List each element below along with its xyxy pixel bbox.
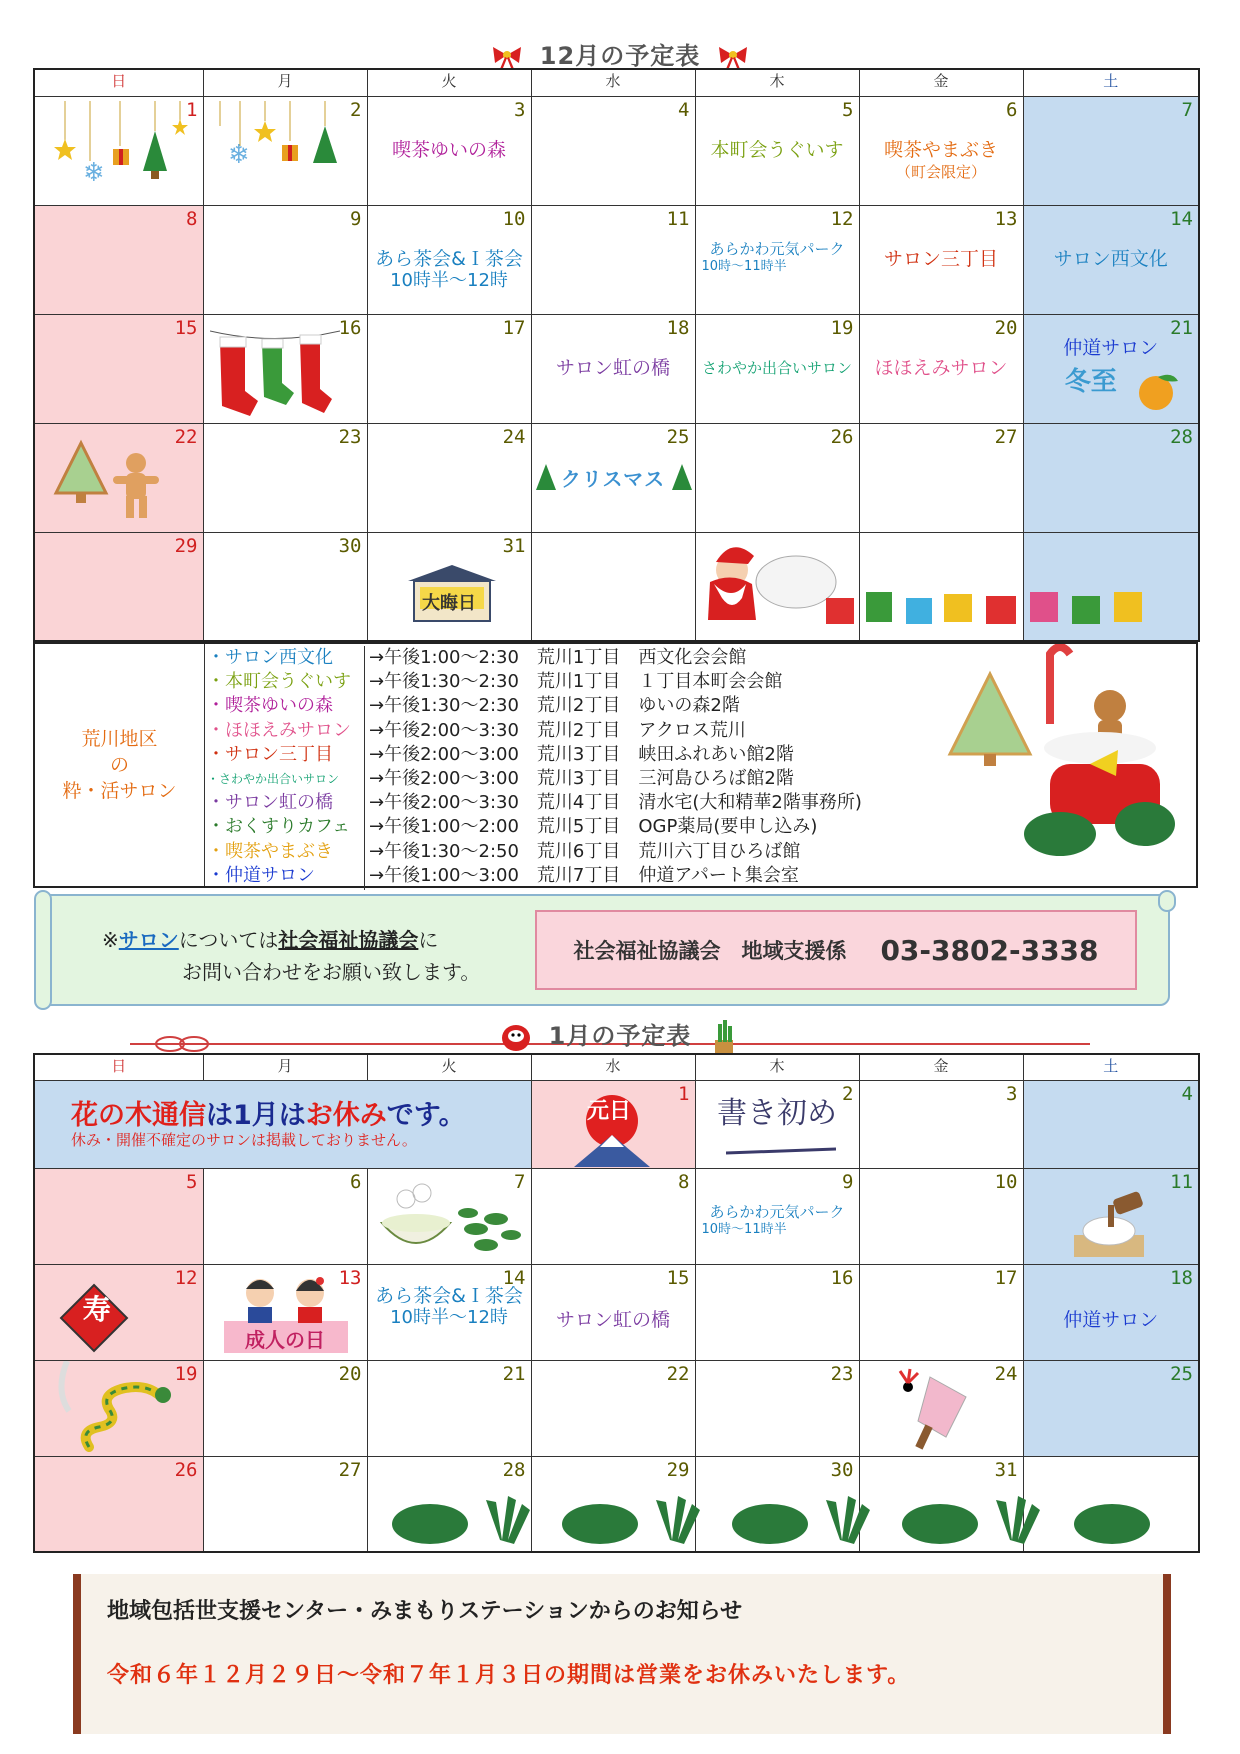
event-label	[368, 1285, 531, 1329]
yuzu-citrus-icon	[1136, 371, 1180, 411]
nanakusa-porridge-icon	[376, 1179, 526, 1263]
salon-name: ・サロン西文化	[207, 647, 333, 668]
event-subtitle: 10時半～12時	[390, 1306, 508, 1328]
event-subtitle: 10時～11時半	[701, 1221, 787, 1237]
salon-detail: →午後2:00～3:30 荒川4丁目 清水宅(大和精華2階事務所)	[369, 792, 862, 814]
day-number: 12	[830, 207, 854, 230]
day-cell	[203, 96, 367, 205]
hanaki-notice	[35, 1081, 531, 1168]
day-number: 8	[186, 207, 198, 230]
december-title	[0, 36, 1240, 71]
ribbon-bow-icon	[716, 45, 750, 69]
hagoita-paddle-icon	[890, 1367, 980, 1453]
weekday-fri: 金	[859, 69, 1023, 96]
salon-name: ・サロン虹の橋	[207, 792, 333, 814]
notice-text	[102, 924, 480, 988]
hanaki-small-note: 休み・開催不確定のサロンは掲載しておりません。	[71, 1130, 417, 1149]
day-number: 25	[1170, 1362, 1193, 1385]
salon-detail: →午後1:00～2:00 荒川5丁目 OGP薬局(要申し込み)	[369, 816, 818, 838]
day-number: 15	[174, 316, 198, 339]
salon-heading-line2: の	[109, 754, 129, 776]
event-title: あらかわ元気パーク	[709, 1202, 845, 1221]
notice-mid1: については	[178, 928, 279, 952]
day-cell	[34, 1456, 203, 1552]
salon-name: ・喫茶ゆいの森	[207, 695, 333, 717]
salon-detail: →午後2:00～3:00 荒川3丁目 三河島ひろば館2階	[369, 767, 794, 789]
salon-name: ・仲道サロン	[207, 864, 315, 886]
day-cell	[203, 423, 367, 532]
day-number: 5	[186, 1170, 198, 1193]
weekday-tue: 火	[367, 69, 531, 96]
salon-name: ・本町会うぐいす	[207, 671, 351, 693]
kakizome-label: 書き初め	[717, 1095, 837, 1131]
day-cell	[34, 314, 203, 423]
hanaki-part2: は1月は	[206, 1099, 306, 1131]
weekday-mon: 月	[203, 1054, 367, 1080]
day-cell	[203, 532, 367, 641]
day-cell	[367, 423, 531, 532]
day-number: 2	[350, 98, 362, 121]
event-title: あら茶会&Ｉ茶会	[375, 1284, 523, 1307]
day-number: 3	[514, 98, 526, 121]
day-cell	[203, 1456, 367, 1552]
event-label: 仲道サロン	[1063, 1308, 1159, 1331]
salon-contact-notice	[40, 894, 1170, 1006]
day-cell	[695, 1168, 859, 1264]
day-number: 28	[502, 1458, 526, 1481]
day-number: 21	[502, 1362, 526, 1385]
day-cell	[34, 423, 203, 532]
december-title-text: 12月の予定表	[539, 42, 701, 70]
day-cell	[203, 205, 367, 314]
day-cell	[859, 1360, 1023, 1456]
day-number: 3	[1006, 1082, 1018, 1105]
day-number: 7	[1181, 98, 1193, 121]
day-number: 9	[350, 207, 362, 230]
notice-mark: ※	[102, 928, 119, 952]
day-cell	[859, 1168, 1023, 1264]
weekday-wed: 水	[531, 69, 695, 96]
event-label: 仲道サロン	[1063, 336, 1159, 359]
salon-list-box	[33, 642, 1198, 888]
svg-text:❄: ❄	[83, 157, 105, 188]
event-label	[696, 1203, 859, 1239]
event-label: サロン西文化	[1053, 247, 1168, 270]
january-title	[0, 1016, 1240, 1054]
christmas-ornaments-icon	[210, 98, 362, 201]
event-label: さわやか出合いサロン	[701, 358, 852, 377]
salon-name: ・サロン三丁目	[207, 743, 333, 765]
notice-mid2: に	[418, 928, 439, 952]
day-number: 1	[186, 98, 198, 121]
day-cell	[367, 532, 531, 641]
day-number: 19	[174, 1362, 198, 1385]
weekday-thu: 木	[695, 69, 859, 96]
day-number: 7	[514, 1170, 526, 1193]
center-closure-notice	[73, 1574, 1171, 1734]
day-cell	[1023, 1080, 1199, 1168]
day-number: 4	[1181, 1082, 1193, 1105]
day-cell	[695, 1264, 859, 1360]
scroll-edge-left	[34, 890, 52, 1010]
day-number: 21	[1170, 316, 1193, 339]
day-number: 28	[1170, 425, 1193, 448]
day-number: 27	[338, 1458, 362, 1481]
new-years-day-label: 元日	[586, 1098, 631, 1124]
contact-phone[interactable]: 03-3802-3338	[880, 933, 1099, 967]
weekday-thu: 木	[695, 1054, 859, 1080]
svg-text:❄: ❄	[227, 139, 250, 170]
day-number: 10	[994, 1170, 1018, 1193]
christmas-cookie-icon	[51, 438, 171, 528]
hanaki-part1: 花の木通信	[71, 1099, 206, 1131]
day-cell	[367, 1360, 531, 1456]
day-number: 10	[502, 207, 526, 230]
day-number: 23	[338, 425, 362, 448]
day-number: 27	[994, 425, 1018, 448]
day-cell	[859, 205, 1023, 314]
salon-heading-line1: 荒川地区	[81, 728, 158, 750]
salon-name: ・喫茶やまぶき	[207, 840, 333, 862]
weekday-tue: 火	[367, 1054, 531, 1080]
event-label: サロン三丁目	[883, 247, 998, 270]
weekday-mon: 月	[203, 69, 367, 96]
day-cell	[367, 1264, 531, 1360]
day-number: 13	[994, 207, 1018, 230]
notice-line2: お問い合わせをお願い致します。	[182, 960, 481, 984]
day-number: 25	[666, 425, 690, 448]
day-cell	[531, 1360, 695, 1456]
day-cell	[695, 1360, 859, 1456]
day-number: 29	[666, 1458, 690, 1481]
salon-detail: →午後1:30～2:30 荒川2丁目 ゆいの森2階	[369, 695, 740, 717]
day-cell	[531, 532, 695, 641]
january-title-text: 1月の予定表	[548, 1022, 692, 1050]
day-cell	[34, 1264, 203, 1360]
event-subtitle: 10時～11時半	[701, 258, 787, 274]
pine-bamboo-decoration	[390, 1490, 1160, 1550]
day-number: 31	[502, 534, 526, 557]
day-cell	[34, 1360, 203, 1456]
day-number: 9	[842, 1170, 854, 1193]
notice-closure-text: 令和６年１２月２９日～令和７年１月３日の期間は営業をお休みいたします。	[107, 1663, 911, 1688]
day-cell	[34, 532, 203, 641]
day-number: 11	[666, 207, 690, 230]
day-cell	[531, 1264, 695, 1360]
event-label: サロン虹の橋	[555, 356, 670, 379]
day-cell	[367, 1168, 531, 1264]
day-cell	[367, 314, 531, 423]
winter-solstice-label: 冬至	[1064, 366, 1117, 397]
hanaki-headline	[71, 1093, 466, 1132]
day-number: 2	[842, 1082, 854, 1105]
salon-name: ・おくすりカフェ	[207, 816, 351, 838]
hanaki-part3: お休み	[305, 1099, 387, 1131]
day-cell	[531, 96, 695, 205]
contact-org: 社会福祉協議会 地域支援係	[573, 939, 847, 963]
day-cell	[1023, 1360, 1199, 1456]
day-cell	[531, 205, 695, 314]
daruma-icon	[499, 1022, 533, 1052]
event-label: 喫茶ゆいの森	[391, 138, 506, 161]
event-label	[860, 139, 1023, 183]
kadomatsu-icon	[707, 1020, 741, 1054]
day-number: 14	[502, 1266, 526, 1289]
weekday-sat: 土	[1023, 1054, 1199, 1080]
day-number: 31	[994, 1458, 1018, 1481]
day-cell	[203, 314, 367, 423]
day-number: 26	[174, 1458, 198, 1481]
event-label	[696, 240, 859, 276]
day-cell	[367, 96, 531, 205]
salon-detail: →午後2:00～3:00 荒川3丁目 峡田ふれあい館2階	[369, 743, 794, 765]
day-number: 17	[994, 1266, 1018, 1289]
event-subtitle: 10時半～12時	[390, 269, 508, 291]
day-number: 6	[350, 1170, 362, 1193]
day-cell	[695, 1080, 859, 1168]
day-cell	[531, 1168, 695, 1264]
day-number: 30	[338, 534, 362, 557]
day-number: 5	[842, 98, 854, 121]
salon-detail: →午後1:30～2:50 荒川6丁目 荒川六丁目ひろば館	[369, 840, 801, 862]
day-cell	[695, 96, 859, 205]
day-cell	[367, 205, 531, 314]
weekday-fri: 金	[859, 1054, 1023, 1080]
day-number: 16	[830, 1266, 854, 1289]
council-link[interactable]: 社会福祉協議会	[278, 928, 419, 952]
day-number: 24	[502, 425, 526, 448]
day-cell	[1023, 1168, 1199, 1264]
day-cell	[695, 423, 859, 532]
day-cell	[859, 96, 1023, 205]
mochi-pounding-icon	[1054, 1191, 1154, 1261]
weekday-sat: 土	[1023, 69, 1199, 96]
day-number: 4	[678, 98, 690, 121]
day-cell	[531, 423, 695, 532]
salon-heading	[35, 644, 205, 886]
salon-name: ・ほほえみサロン	[207, 719, 351, 741]
day-number: 15	[666, 1266, 690, 1289]
event-label: ほほえみサロン	[874, 356, 1008, 379]
event-label	[368, 248, 531, 292]
day-number: 6	[1006, 98, 1018, 121]
day-cell	[203, 1360, 367, 1456]
weekday-sun: 日	[34, 1054, 203, 1080]
santa-presents-icon	[696, 542, 1176, 642]
day-number: 11	[1170, 1170, 1193, 1193]
day-cell	[1023, 205, 1199, 314]
new-years-eve-label: 大晦日	[422, 592, 476, 614]
day-number: 23	[830, 1362, 854, 1385]
day-cell	[203, 1168, 367, 1264]
day-cell	[859, 314, 1023, 423]
event-subtitle: （町会限定）	[895, 162, 986, 181]
january-calendar	[33, 1053, 1200, 1553]
event-title: あら茶会&Ｉ茶会	[375, 247, 523, 270]
christmas-label: クリスマス	[560, 466, 666, 491]
day-cell	[531, 1080, 695, 1168]
tree-icon	[672, 464, 692, 494]
day-number: 17	[502, 316, 526, 339]
day-number: 18	[666, 316, 690, 339]
day-cell	[34, 96, 203, 205]
day-cell	[1023, 96, 1199, 205]
day-number: 14	[1170, 207, 1193, 230]
christmas-stockings-icon	[210, 321, 340, 421]
day-cell	[859, 423, 1023, 532]
event-label: 本町会うぐいす	[710, 138, 844, 161]
coming-of-age-label: 成人の日	[245, 1327, 325, 1352]
ribbon-bow-icon	[490, 45, 524, 69]
event-title: あらかわ元気パーク	[709, 239, 845, 258]
weekday-sun: 日	[34, 69, 203, 96]
salon-name: ・さわやか出合いサロン	[207, 771, 340, 786]
scroll-edge-right	[1158, 890, 1176, 912]
day-number: 12	[174, 1266, 198, 1289]
brush-stroke-icon	[726, 1147, 836, 1157]
hanaki-notice-cell	[34, 1080, 531, 1168]
gingerbread-stocking-icon	[940, 644, 1195, 864]
salon-detail: →午後1:30～2:30 荒川1丁目 １丁目本町会会館	[369, 671, 783, 693]
salon-detail: →午後1:00～3:00 荒川7丁目 仲道アパート集会室	[369, 864, 799, 886]
notice-heading: 地域包括世支援センター・みまもりステーションからのお知らせ	[107, 1599, 743, 1624]
salon-detail: →午後2:00～3:30 荒川2丁目 アクロス荒川	[369, 719, 746, 741]
day-cell	[34, 205, 203, 314]
day-number: 8	[678, 1170, 690, 1193]
day-number: 29	[174, 534, 198, 557]
day-number: 22	[666, 1362, 690, 1385]
day-number: 20	[994, 316, 1018, 339]
day-cell	[34, 1168, 203, 1264]
snake-icon	[49, 1361, 189, 1457]
day-number: 1	[678, 1082, 690, 1105]
day-number: 24	[994, 1362, 1018, 1385]
day-cell	[859, 1080, 1023, 1168]
tree-icon	[536, 464, 556, 494]
day-number: 26	[830, 425, 854, 448]
day-number: 30	[830, 1458, 854, 1481]
event-label: サロン虹の橋	[555, 1308, 670, 1331]
day-cell	[695, 314, 859, 423]
day-number: 16	[338, 316, 362, 339]
salon-detail: →午後1:00～2:30 荒川1丁目 西文化会会館	[369, 647, 747, 668]
day-number: 22	[174, 425, 198, 448]
day-number: 19	[830, 316, 854, 339]
day-number: 13	[338, 1266, 362, 1289]
day-number: 20	[338, 1362, 362, 1385]
christmas-ornaments-icon	[45, 98, 198, 201]
day-cell	[1023, 423, 1199, 532]
hanaki-part4: です。	[386, 1099, 466, 1131]
weekday-wed: 水	[531, 1054, 695, 1080]
salon-details-column	[369, 646, 989, 888]
day-cell	[859, 1264, 1023, 1360]
day-cell	[1023, 314, 1199, 423]
contact-box	[535, 910, 1137, 990]
day-cell	[1023, 1264, 1199, 1360]
salon-heading-line3: 粋・活サロン	[62, 780, 177, 802]
kotobuki-label: 寿	[82, 1292, 111, 1326]
day-cell	[695, 205, 859, 314]
day-cell	[531, 314, 695, 423]
event-title: 喫茶やまぶき	[883, 138, 998, 161]
salon-names-column	[207, 646, 365, 890]
day-cell	[203, 1264, 367, 1360]
day-number: 18	[1170, 1266, 1193, 1289]
salon-link[interactable]: サロン	[118, 928, 179, 952]
